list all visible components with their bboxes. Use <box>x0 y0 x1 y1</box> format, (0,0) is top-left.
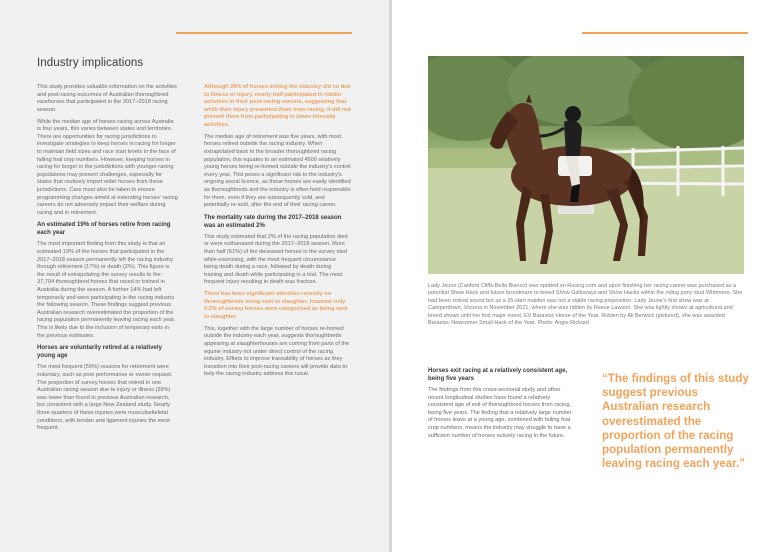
subheading: Horses are voluntarily retired at a relatively young age <box>37 344 162 360</box>
paragraph: This study provides valuable information on the activities and post-racing outcomes of Australian thoroughbred racehorses that participated in the 2017–2018 racing season. <box>37 84 177 113</box>
left-page <box>0 0 389 552</box>
paragraph: This study estimated that 2% of the racing population died or were euthanased during the 2017–2018 season. More than half (61%) of the deceased horses in the survey died while exercising, with the most frequent circumstance being death during a race, followed by death during training and death while participating in a trial. The most frequent injury resulting in death was fracture. <box>204 233 348 286</box>
paragraph: This, together with the large number of horses re-homed outside the industry each year, suggests thoroughbreds appearing at slaughterhouses are coming from parts of the equine industry not under direct control of the racing industry. Efforts to improve traceability of horses as they transition into their post-racing careers will provide data to help the racing industry address this issue. <box>204 325 350 378</box>
emphasis-paragraph: Although 29% of horses exiting the industry did so due to illness or injury, nearly half participated in ridden activities in their post-racing careers, suggesting that while their injury prevented them from racing, it did not prevent them from participating in lower-intensity activities. <box>204 84 351 128</box>
emphasis-paragraph: There has been significant attention recently on thoroughbreds being sent to slaughter, however only 0.2% of survey horses were categorised as being sent to slaughter. <box>204 291 348 320</box>
paragraph: The most frequent (59%) reasons for retirement were voluntary, such as poor performance or owner request. The proportion of survey horses that retired in one Australian racing season due to injury or illness (29%) was lower than found in previous Australian research, but consistent with a large New Zealand study. Nearly three-quarters of these injuries were musculoskeletal conditions, with tendon and ligament injuries the most frequent. <box>37 364 173 432</box>
paragraph: The median age of retirement was five years, with most horses retired outside the racing industry. When extrapolated back to the broader thoroughbred racing population, this equates to an estimated 4500 relatively young horses being re-homed outside the industry's control every year. This poses a significant risk to the industry's ongoing social licence, as these horses are easily identified as thoroughbreds and the industry is often held responsible for them, even if they are subsequently sold, and potentially re-sold, after the end of their racing career. <box>204 133 351 209</box>
photo-caption: Lady Jeune (Canford Cliffs-Bella Bianco) was spotted on Racing.com and upon finishing her racing career was purchased as a potential Show Hack and future broodmare to breed Show Galloways and Show Hacks within the riding pony stud Whitmere. She had been retired sound but as a 25-start maiden was not a viable racing proposition. Lady Jeune's first show was at Camperdown, Victoria in November 2021, where she was ridden by Reece Lawson. She was lightly shown at agricultural and breed shows until her first major event, EV Barastoc Horse of the Year. Ridden by Ali Berwick (pictured), she was awarded Barastoc Newcomer Small Hack of the Year. Photo: Angie Rickard <box>428 283 743 327</box>
paragraph: The most important finding from this study is that an estimated 19% of the horses that participated in the 2017–2018 season permanently left the racing industry through retirement (17%) or death (2%). This figure is the result of extrapolating the survey results to the 37,704 thoroughbred horses that raced or trained in Australia during the season. A further 14% had left temporarily and were participating in the racing industry the following season. These findings suggest previous Australian research overestimated the proportion of the racing population permanently leaving racing each year. This is likely due to the inclusion of temporary exits in the previous estimates. <box>37 241 176 339</box>
right-page <box>392 0 780 552</box>
text-column-1 <box>37 84 178 437</box>
paragraph: The findings from this cross-sectional study and other recent longitudinal studies have found a relatively consistent age of exit of thoroughbred horses from racing, being five years. The finding that a relatively large number of horses leave at a young age, combined with falling foal crop numbers, means the industry may struggle to have a sufficient number of horses actively racing in the future. <box>428 387 572 439</box>
text-column-2 <box>204 84 351 383</box>
horse-rider-illustration <box>428 56 744 274</box>
subheading: Horses exit racing at a relatively consistent age, being five years <box>428 367 568 382</box>
horse-photo <box>428 56 744 274</box>
top-accent-rule <box>176 32 352 34</box>
pull-quote: “The findings of this study suggest previous Australian research overestimated the proportion of the racing population permanently leaving racing each year.” <box>602 372 749 471</box>
text-column-3 <box>428 366 572 444</box>
subheading: An estimated 19% of horses retire from racing each year <box>37 221 171 237</box>
top-accent-rule <box>582 32 748 34</box>
subheading: The mortality rate during the 2017–2018 season was an estimated 2% <box>204 213 342 229</box>
paragraph: While the median age of horses racing across Australia is four years, this varies between states and territories. There are opportunities for racing jurisdictions to investigate strategies to keep horses in racing for longer to maintain field sizes and race start levels in the face of falling foal crop numbers. However, keeping horses in racing for longer in the jurisdictions with younger racing populations may present challenges, especially for states that routinely import older horses from these jurisdictions. Care must also be taken to ensure programming changes aimed at extending horses' racing careers do not adversely impact their welfare during racing and in retirement. <box>37 118 178 216</box>
section-heading: Industry implications <box>37 57 144 69</box>
